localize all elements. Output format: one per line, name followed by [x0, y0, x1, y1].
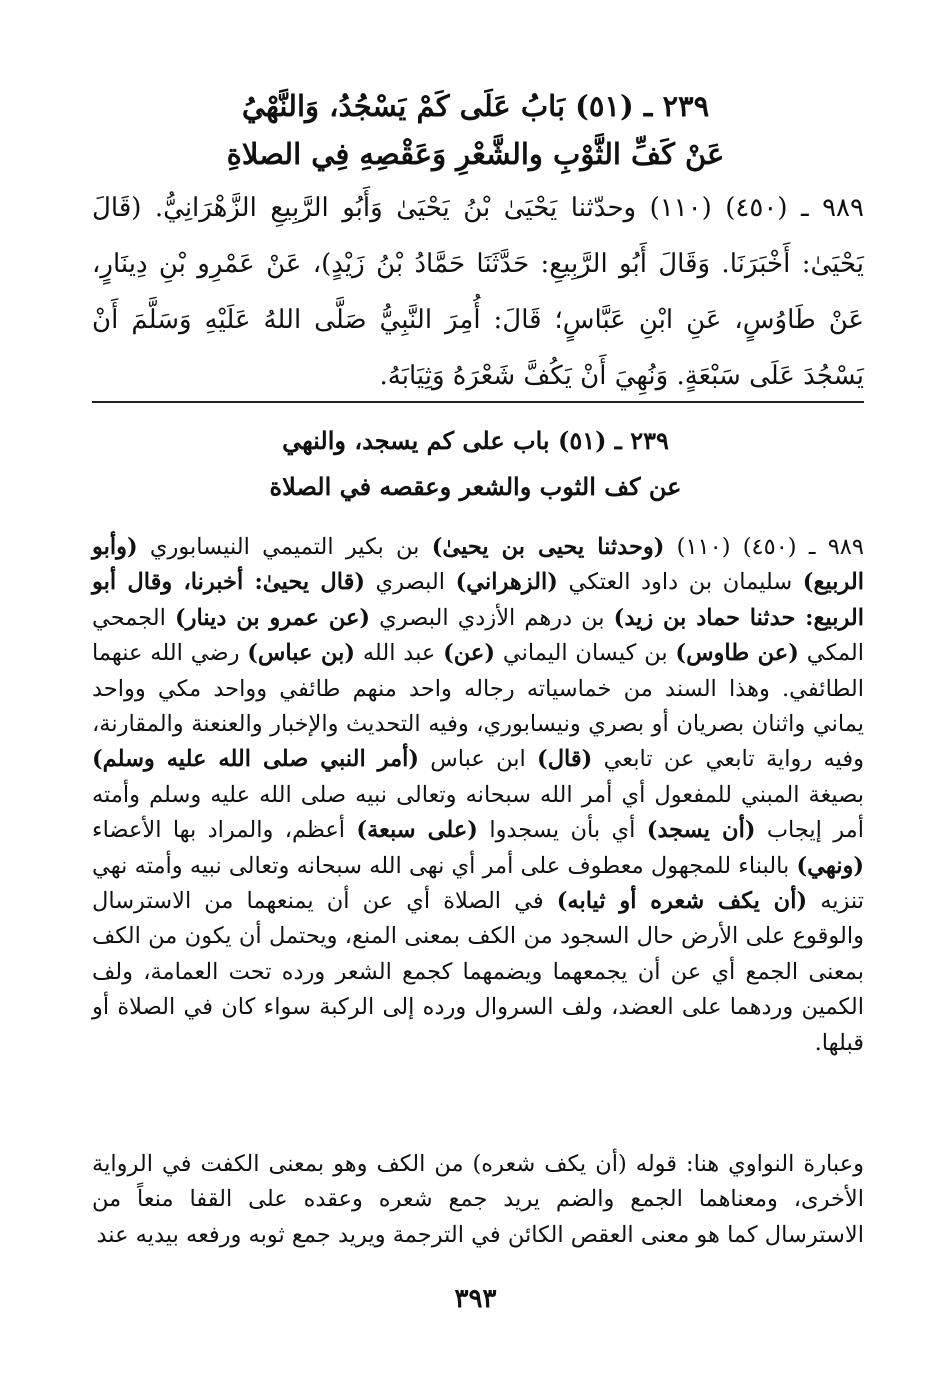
quoted-hadith-segment: (ونهي): [796, 852, 864, 879]
quoted-hadith-segment: (عن): [443, 640, 495, 667]
quoted-hadith-segment: (أن يكف شعره أو ثيابه): [556, 888, 808, 915]
nawawi-paragraph: وعبارة النواوي هنا: قوله (أن يكف شعره) من الكف وهو بمعنى الكفت في الرواية الأخرى، ومعناهما الجمع والضم يريد جمع شعره وعقده على القفا منعاً من الاسترسال كما هو معنى العقص الكائن في الترجمة ويريد جمع ثوبه ورفعه بيديه عند: [92, 1151, 864, 1248]
commentary-segment: بصيغة المبني للمفعول أي أمر الله سبحانه وتعالى نبيه صلى الله عليه وسلم وأمته أمر إيجاب: [92, 781, 864, 844]
quoted-hadith-segment: (على سبعة): [356, 817, 478, 844]
commentary-segment: بن بكير التميمي النيسابوري: [137, 534, 432, 560]
quoted-hadith-segment: (أمر النبي صلى الله عليه وسلم): [92, 746, 420, 773]
section-divider: [92, 401, 864, 403]
quoted-hadith-segment: (أن يسجد): [646, 817, 756, 844]
quoted-hadith-segment: (وحدثنا يحيى بن يحيىٰ): [431, 534, 665, 560]
chapter-heading: [120, 82, 831, 178]
commentary-segment: رضي الله عنهما الطائفي. وهذا السند من خماسياته رجاله واحد منهم طائفي وواحد مكي وواحد يماني واثنان بصريان أو بصري ونيسابوري، وفيه التحديث والإخبار والعنعنة والمقارنة، وفيه رواية تابعي عن تابعي: [92, 640, 864, 773]
quoted-hadith-segment: (عن عمرو بن دينار): [175, 604, 371, 631]
commentary-segment: ابن عباس: [419, 746, 538, 773]
commentary-segment: ٩٨٩ ـ (٤٥٠) (١١٠): [664, 534, 864, 560]
commentary-segment: في الصلاة أي عن أن يمنعهما من الاسترسال والوقوع على الأرض حال السجود من الكف بمعنى المنع، ويحتمل أن يكون من الكف بمعنى الجمع أي عن أن يجمعهما ويضمهما كجمع الشعر ورده تحت العمامة، ولف الكمين وردهما على العضد، ولف السروال ورده إلى الركبة سواء كان في الصلاة أو قبلها.: [92, 888, 864, 1056]
quoted-hadith-segment: (قال يحيىٰ: أخبرنا، وقال أبو الربيع: حدثنا حماد بن زيد): [92, 569, 865, 631]
quoted-hadith-segment: (بن عباس): [247, 640, 356, 667]
commentary-heading-line-1: ٢٣٩ ـ (٥١) باب على كم يسجد، والنهي: [282, 426, 669, 455]
quoted-hadith-segment: (قال): [537, 746, 593, 773]
commentary-segment: أعظم، والمراد بها الأعضاء: [92, 817, 357, 844]
commentary-segment: البصري: [364, 569, 456, 596]
quoted-hadith-segment: (عن طاوس): [675, 640, 799, 667]
commentary-paragraph: [92, 530, 864, 1061]
quoted-hadith-segment: (وأبو الربيع): [92, 534, 864, 596]
commentary-segment: عبد الله: [355, 640, 444, 667]
commentary-segment: أي بأن يسجدوا: [477, 817, 647, 844]
chapter-heading-line-1: ٢٣٩ ـ (٥١) بَابُ عَلَى كَمْ يَسْجُدُ، وَالنَّهْيُ: [241, 89, 710, 123]
commentary-segment: الجمحي المكي: [92, 604, 864, 667]
commentary-heading-line-2: عن كف الثوب والشعر وعقصه في الصلاة: [269, 472, 682, 501]
chapter-heading-line-2: عَنْ كَفِّ الثَّوْبِ والشَّعْرِ وَعَقْصِهِ فِي الصلاةِ: [226, 137, 725, 171]
commentary-segment: بالبناء للمجهول معطوف على أمر أي نهى الله سبحانه وتعالى نبيه وأمته نهي تنزيه: [92, 852, 864, 915]
commentary-segment: سليمان بن داود العتكي: [557, 569, 803, 596]
commentary-segment: بن درهم الأزدي البصري: [370, 604, 614, 631]
quoted-hadith-segment: (الزهراني): [455, 569, 558, 596]
commentary-heading: [120, 418, 831, 510]
commentary-segment: بن كيسان اليماني: [495, 640, 676, 667]
hadith-text: ٩٨٩ ـ (٤٥٠) (١١٠) وحدّثنا يَحْيَىٰ بْنُ يَحْيَىٰ وَأَبُو الرَّبِيعِ الزَّهْرَانِيُّ. (قَالَ يَحْيَىٰ: أَخْبَرَنَا. وَقَالَ أَبُو الرَّبِيعِ: حَدَّثَنَا حَمَّادُ بْنُ زَيْدٍ)، عَنْ عَمْرِو بْنِ دِينَارٍ، عَنْ طَاوُسٍ، عَنِ ابْنِ عَبَّاسٍ؛ قَالَ: أُمِرَ النَّبِيُّ صَلَّى اللهُ عَلَيْهِ وَسَلَّمَ أَنْ يَسْجُدَ عَلَى سَبْعَةٍ. وَنُهِيَ أَنْ يَكُفَّ شَعْرَهُ وَثِيَابَهُ.: [92, 193, 864, 391]
page-number: ٣٩٣: [454, 1284, 497, 1314]
